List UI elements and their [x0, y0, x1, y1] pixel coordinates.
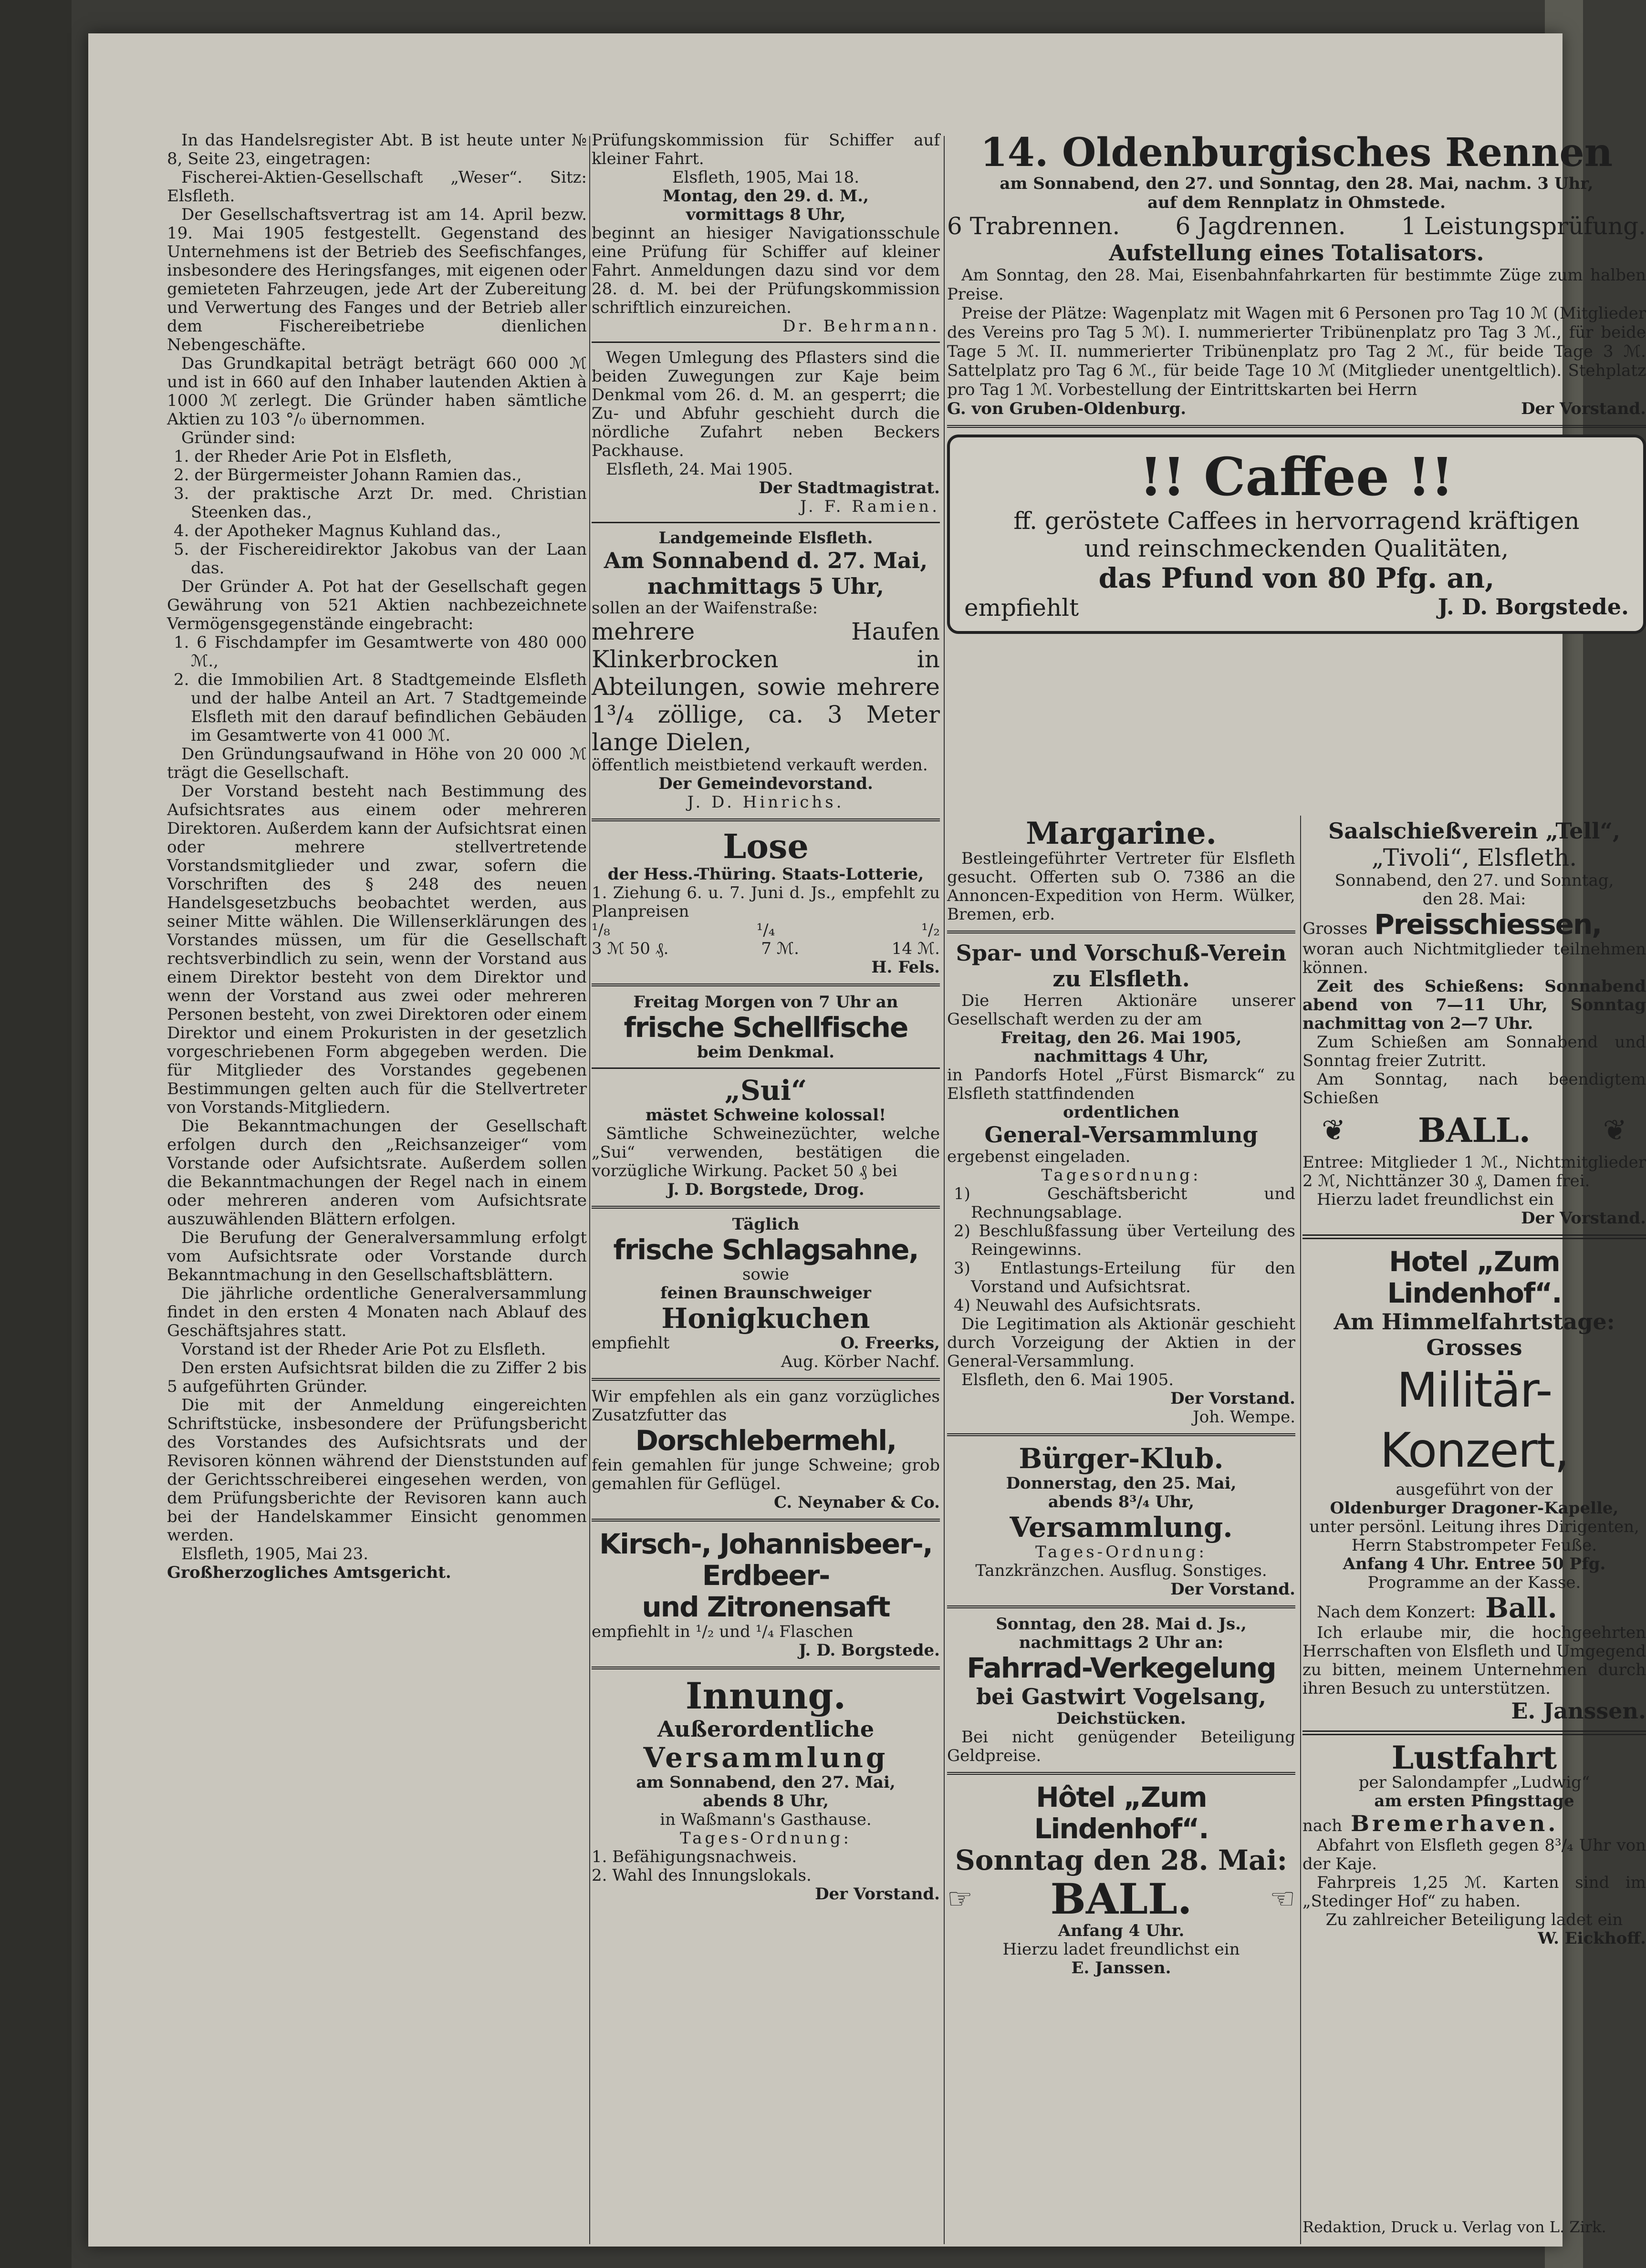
- exam-notice: [592, 131, 940, 336]
- spar-time: nachmittags 4 Uhr,: [1033, 1047, 1209, 1066]
- list-item: 5. der Fischereidirektor Jakobus van der Laan das.: [174, 540, 587, 578]
- exam-signature: Dr. Behrmann.: [782, 317, 940, 336]
- fraction: ¹/₄: [756, 921, 775, 940]
- auction-date: Am Sonnabend d. 27. Mai,: [604, 548, 928, 573]
- list-item: 1) Geschäftsbericht und Rechnungsablage.: [954, 1184, 1295, 1222]
- divider: [592, 984, 940, 986]
- spar-line: Tagesordnung:: [1041, 1166, 1201, 1185]
- cream-sign-row: [592, 1334, 940, 1353]
- paragraph: Das Grundkapital beträgt beträgt 660 000 ℳ und ist in 660 auf den Inhaber lautenden Aktien à 1000 ℳ zerlegt. Die Gründer haben sämtliche Aktien zu 103 °/₀ übernommen.: [167, 354, 587, 429]
- exam-date: Elsfleth, 1905, Mai 18.: [672, 168, 860, 187]
- juice-signature: J. D. Borgstede.: [799, 1641, 940, 1660]
- klub-line: Tages-Ordnung:: [1035, 1543, 1207, 1562]
- divider: [592, 342, 940, 343]
- fahrrad-title: Fahrrad-Verkegelung: [967, 1652, 1276, 1684]
- klub-line: Donnerstag, den 25. Mai,: [1006, 1474, 1237, 1493]
- honey-title: Honigkuchen: [661, 1302, 870, 1335]
- paragraph: Gründer sind:: [181, 428, 296, 447]
- race-signature: Der Vorstand.: [1521, 399, 1646, 418]
- cream-line: Täglich: [732, 1215, 800, 1234]
- spar-title2: General-Versammlung: [984, 1122, 1258, 1148]
- konzert-line: unter persönl. Leitung ihres Dirigenten, Herrn Stabstrompeter Feuße.: [1309, 1517, 1639, 1555]
- divider: [592, 1667, 940, 1669]
- pointing-hand-right-icon: ☜: [1270, 1882, 1295, 1916]
- paving-signature: Der Stadtmagistrat.: [759, 478, 940, 497]
- cream-signature: O. Freerks,: [840, 1334, 940, 1353]
- race-line: auf dem Rennplatz in Ohmstede.: [1147, 193, 1446, 212]
- ball-line: Hierzu ladet freundlichst ein: [1002, 1940, 1240, 1959]
- caffee-sign-row: [964, 594, 1629, 621]
- klub-title: Bürger-Klub.: [1019, 1442, 1224, 1475]
- juice-title: Kirsch-, Johannisbeer-,: [599, 1528, 932, 1560]
- dorsch-title: Dorschlebermehl,: [635, 1424, 896, 1457]
- auction-line: sollen an der Waifenstraße:: [592, 599, 818, 618]
- divider: [592, 1206, 940, 1209]
- lust-line: per Salondampfer „Ludwig“: [1358, 1773, 1590, 1792]
- tell-line: woran auch Nichtmitglieder teilnehmen können.: [1302, 940, 1646, 977]
- tell-line: Sonnabend, den 27. und Sonntag,: [1334, 871, 1614, 890]
- paragraph: Vorstand ist der Rheder Arie Pot zu Elsfleth.: [181, 1340, 546, 1359]
- margarine-body: Bestleingeführter Vertreter für Elsfleth gesucht. Offerten sub O. 7386 an die Annoncen-Expedition von Herm. Wülker, Bremen, erb.: [947, 849, 1295, 924]
- divider: [1302, 1730, 1646, 1735]
- konzert-line: Anfang 4 Uhr. Entree 50 Pfg.: [1343, 1554, 1606, 1574]
- top-right-ads: [947, 131, 1646, 641]
- scan-background-left: [0, 0, 72, 2268]
- paving-notice: [592, 349, 940, 516]
- cream-title: frische Schlagsahne,: [613, 1233, 918, 1266]
- auction-notice: [592, 529, 940, 812]
- list-item: 3. der praktische Arzt Dr. med. Christian Steenken das.,: [174, 484, 587, 522]
- spar-line: ergebenst eingeladen.: [947, 1147, 1131, 1166]
- exam-time: vormittags 8 Uhr,: [686, 205, 846, 224]
- flourish-icon: ❦: [1603, 1113, 1627, 1147]
- race-event: 6 Trabrennen.: [947, 212, 1120, 240]
- juice-line: empfiehlt in ¹/₂ und ¹/₄ Flaschen: [592, 1622, 854, 1641]
- ball-title: BALL.: [1050, 1874, 1192, 1924]
- dorsch-line: fein gemahlen für junge Schweine; grob gemahlen für Geflügel.: [592, 1456, 940, 1493]
- race-event: 1 Leistungsprüfung.: [1401, 212, 1646, 240]
- tell-line: Zeit des Schießens: Sonnabend abend von 7—11 Uhr, Sonntag nachmittag von 2—7 Uhr.: [1302, 977, 1646, 1033]
- paving-body: Wegen Umlegung des Pflasters sind die beiden Zuwegungen zur Kaje beim Denkmal vom 26. d. M. an gesperrt; die Zu- und Abfuhr geschieht durch die nördliche Zufahrt neben Beckers Packhause.: [592, 348, 940, 460]
- caffee-line: ff. geröstete Caffees in hervorragend kräftigen: [1013, 507, 1580, 535]
- exam-body: beginnt an hiesiger Navigationsschule eine Prüfung für Schiffer auf kleiner Fahrt. Anmeldungen dazu sind vor dem 28. d. M. bei der Prüfungskommission schriftlich einzureichen.: [592, 224, 940, 317]
- fish-title: frische Schellfische: [624, 1011, 908, 1044]
- cream-signature-sub: Aug. Körber Nachf.: [781, 1352, 940, 1371]
- caffee-line: empfiehlt: [964, 594, 1079, 621]
- auction-line: öffentlich meistbietend verkauft werden.: [592, 756, 928, 775]
- list-item: 4) Neuwahl des Aufsichtsrats.: [954, 1296, 1201, 1315]
- lottery-prices: [592, 940, 940, 958]
- lust-line: Zu zahlreicher Beteiligung ladet ein: [1325, 1910, 1623, 1929]
- fahrrad-line: Sonntag, den 28. Mai d. Js.,: [996, 1615, 1247, 1634]
- klub-signature: Der Vorstand.: [1170, 1580, 1295, 1599]
- juice-title: und Zitronensaft: [642, 1591, 890, 1623]
- divider: [947, 1772, 1295, 1775]
- lust-signature: W. Eickhoff.: [1538, 1929, 1646, 1948]
- margarine-title: Margarine.: [1026, 816, 1217, 851]
- paving-signature-name: J. F. Ramien.: [800, 497, 940, 516]
- paragraph: Die jährliche ordentliche Generalversammlung findet in den ersten 4 Monaten nach Ablauf des Geschäftsjahres statt.: [167, 1284, 587, 1340]
- sui-sub: mästet Schweine kolossal!: [646, 1106, 886, 1125]
- spar-signature: Der Vorstand.: [1170, 1389, 1295, 1408]
- lust-destination: Bremerhaven.: [1351, 1811, 1559, 1836]
- lottery-fractions: [592, 921, 940, 940]
- column-rule: [589, 136, 590, 2244]
- cream-line: feinen Braunschweiger: [660, 1284, 871, 1303]
- innung-line: am Sonnabend, den 27. Mai,: [636, 1773, 896, 1792]
- lottery-ad: [592, 828, 940, 977]
- lindenhof-ball-ad: [947, 1781, 1295, 1978]
- fahrrad-line: Deichstücken.: [1056, 1709, 1186, 1728]
- tell-preisschiessen: Preisschiessen,: [1374, 908, 1602, 941]
- paragraph: Die mit der Anmeldung eingereichten Schriftstücke, insbesondere der Prüfungsbericht des Vorstandes des Aufsichtsrats und der Revisoren können während der Dienststunden auf der Gerichtsschreiberei eingesehen werden, von dem Prüfungsberichte der Revisoren kann auch bei der Handelskammer Einsicht genommen werden.: [167, 1396, 587, 1545]
- auction-heading: Landgemeinde Elsfleth.: [658, 528, 873, 548]
- auction-signature-name: J. D. Hinrichs.: [687, 793, 844, 812]
- cream-line: sowie: [742, 1265, 789, 1284]
- konzert-signature: E. Janssen.: [1511, 1698, 1646, 1724]
- race-signature: G. von Gruben-Oldenburg.: [947, 399, 1187, 418]
- konzert-line: Am Himmelfahrtstage:: [1333, 1309, 1615, 1335]
- margarine-ad: [947, 818, 1295, 924]
- column-2: [592, 131, 940, 1904]
- fahrrad-line: nachmittags 2 Uhr an:: [1019, 1633, 1224, 1652]
- divider: [1302, 1234, 1646, 1239]
- exam-heading: Prüfungskommission für Schiffer auf kleiner Fahrt.: [592, 131, 940, 168]
- konzert-line: Programme an der Kasse.: [1367, 1573, 1581, 1592]
- konzert-line: Oldenburger Dragoner-Kapelle,: [1330, 1499, 1619, 1518]
- list-item: 1. Befähigungsnachweis.: [592, 1847, 797, 1866]
- divider: [947, 1605, 1295, 1608]
- tell-line: Am Sonntag, nach beendigtem Schießen: [1302, 1070, 1646, 1108]
- konzert-title: Militär-Konzert,: [1380, 1362, 1569, 1478]
- column-4: [1302, 818, 1646, 1948]
- tell-ad: [1302, 818, 1646, 1228]
- race-totalisator: Aufstellung eines Totalisators.: [1109, 240, 1484, 266]
- konzert-line: ausgeführt von der: [1396, 1480, 1553, 1499]
- spar-date: Freitag, den 26. Mai 1905,: [1000, 1028, 1242, 1047]
- lust-line: nach: [1302, 1816, 1343, 1835]
- tell-ball-row: [1302, 1108, 1646, 1153]
- fish-ad: [592, 993, 940, 1062]
- dorsch-line: Wir empfehlen als ein ganz vorzügliches Zusatzfutter das: [592, 1387, 940, 1425]
- paragraph: Den Gründungsaufwand in Höhe von 20 000 ℳ trägt die Gesellschaft.: [167, 745, 587, 782]
- divider: [592, 1067, 940, 1069]
- list-item: 3) Entlastungs-Erteilung für den Vorstand und Aufsichtsrat.: [954, 1259, 1295, 1296]
- lottery-title: Lose: [723, 827, 809, 866]
- tell-line: den 28. Mai:: [1422, 890, 1526, 909]
- tell-line: Hierzu ladet freundlichst ein: [1317, 1190, 1554, 1209]
- tell-title: „Tivoli“, Elsfleth.: [1371, 844, 1577, 871]
- divider: [592, 1519, 940, 1522]
- konzert-hotel-title: Hotel „Zum Lindenhof“.: [1387, 1245, 1562, 1309]
- spar-title: zu Elsfleth.: [1052, 966, 1190, 992]
- innung-title: Innung.: [685, 1675, 846, 1717]
- exam-when: Montag, den 29. d. M.,: [663, 186, 869, 206]
- price: 3 ℳ 50 ₰.: [592, 939, 669, 958]
- cream-line: empfiehlt: [592, 1334, 670, 1353]
- paragraph: Die Bekanntmachungen der Gesellschaft erfolgen durch den „Reichsanzeiger“ vom Vorstande oder Aufsichtsrate. Außerdem sollen die Bekanntmachungen der Regel nach in einem oder mehreren anderen vom Aufsichtsrate auszuwählenden Blättern erfolgen.: [167, 1117, 587, 1229]
- innung-line: abends 8 Uhr,: [702, 1792, 829, 1811]
- pointing-hand-left-icon: ☞: [947, 1882, 973, 1916]
- fraction: ¹/₂: [921, 921, 940, 940]
- paragraph: Der Vorstand besteht nach Bestimmung des Aufsichtsrates aus einem oder mehreren Direktoren. Außerdem kann der Aufsichtsrat einen oder mehrere stellvertretende Vorstandsmitglieder und zwar, sofern die Vorschriften des § 248 des neuen Handelsgesetzbuchs beobachtet werden, aus seiner Mitte wählen. Die Willenserklärungen des Vorstandes müssen, um für die Gesellschaft rechtsverbindlich zu sein, wenn der Vorstand aus einem Direktor besteht von dem Direktor und wenn der Vorstand aus zwei oder mehreren Personen besteht, von zwei Direktoren oder einem Direktor und einem Prokuristen in der gesetzlich vorgeschriebenen Form abgegeben werden. Die für Mitglieder des Vorstandes gegebenen Bestimmungen gelten auch für die Stellvertreter von Vorstands-Mitgliedern.: [167, 782, 587, 1117]
- lust-dest-row: [1302, 1811, 1646, 1836]
- race-sign-row: [947, 399, 1646, 418]
- divider: [947, 425, 1646, 428]
- spar-legitimation: Die Legitimation als Aktionär geschieht durch Vorzeigung der Aktien in der General-Versammlung.: [947, 1315, 1295, 1371]
- spar-body: Die Herren Aktionäre unserer Gesellschaft werden zu der am: [947, 991, 1295, 1029]
- sui-ad: [592, 1075, 940, 1199]
- race-body: Am Sonntag, den 28. Mai, Eisenbahnfahrkarten für bestimmte Züge zum halben Preise.: [947, 266, 1646, 304]
- divider: [592, 818, 940, 821]
- auction-signature: Der Gemeindevorstand.: [658, 774, 873, 793]
- spar-date-line: Elsfleth, den 6. Mai 1905.: [961, 1370, 1174, 1389]
- race-line: am Sonnabend, den 27. und Sonntag, den 28. Mai, nachm. 3 Uhr,: [1000, 174, 1594, 193]
- price: 14 ℳ.: [891, 939, 940, 958]
- divider: [947, 931, 1295, 933]
- lottery-sub: der Hess.-Thüring. Staats-Lotterie,: [607, 865, 924, 884]
- paragraph: Der Gesellschaftsvertrag ist am 14. April bezw. 19. Mai 1905 festgestellt. Gegenstand des Unternehmens ist der Betrieb des Seefischfanges, insbesondere des Heringsfanges, mit eigenen oder gemieteten Fahrzeugen, jede Art der Zubereitung und Verwertung des Fanges und der Betrieb aller dem Fischereibetriebe dienlichen Nebengeschäfte.: [167, 205, 587, 354]
- dorsch-ad: [592, 1388, 940, 1512]
- price: 7 ℳ.: [761, 939, 799, 958]
- list-item: 4. der Apotheker Magnus Kuhland das.,: [174, 521, 501, 540]
- konzert-ball-row: [1302, 1592, 1646, 1624]
- newspaper-page: [88, 33, 1646, 2247]
- auction-time: nachmittags 5 Uhr,: [647, 573, 884, 599]
- konzert-ball: Ball.: [1485, 1592, 1557, 1624]
- lottery-draw: 1. Ziehung 6. u. 7. Juni d. Js., empfehlt zu Planpreisen: [592, 883, 940, 921]
- innung-signature: Der Vorstand.: [815, 1885, 940, 1904]
- ball-date: Sonntag den 28. Mai:: [955, 1844, 1288, 1876]
- caffee-line: und reinschmeckenden Qualitäten,: [1084, 535, 1509, 562]
- cream-ad: [592, 1215, 940, 1371]
- register-intro: In das Handelsregister Abt. B ist heute unter № 8, Seite 23, eingetragen:: [167, 131, 587, 168]
- innung-ad: [592, 1676, 940, 1904]
- konzert-line: Grosses: [1426, 1335, 1522, 1360]
- lust-line: am ersten Pfingsttage: [1374, 1792, 1574, 1811]
- column-rule: [944, 136, 945, 2244]
- list-item: 1. der Rheder Arie Pot in Elsfleth,: [174, 447, 452, 466]
- tell-ball: BALL.: [1417, 1110, 1531, 1150]
- ball-signature: E. Janssen.: [1071, 1958, 1171, 1978]
- list-item: 1. 6 Fischdampfer im Gesamtwerte von 480 000 ℳ.,: [174, 633, 587, 671]
- tell-signature: Der Vorstand.: [1521, 1209, 1646, 1228]
- dorsch-signature: C. Neynaber & Co.: [773, 1493, 940, 1512]
- spar-signature-name: Joh. Wempe.: [1193, 1408, 1295, 1427]
- firm-name: Fischerei-Aktien-Gesellschaft „Weser“. Sitz: Elsfleth.: [167, 168, 587, 206]
- list-item: 2. die Immobilien Art. 8 Stadtgemeinde Elsfleth und der halbe Anteil an Art. 7 Stadtgemeinde Elsfleth mit den darauf befindlichen Gebäuden im Gesamtwerte von 41 000 ℳ.: [174, 670, 587, 745]
- lottery-signature: H. Fels.: [871, 958, 940, 977]
- commercial-register-notice: [167, 131, 587, 1582]
- tell-line: Zum Schießen am Sonnabend und Sonntag freier Zutritt.: [1302, 1033, 1646, 1070]
- konzert-body: Ich erlaube mir, die hochgeehrten Herrschaften von Elsfleth und Umgegend zu bitten, meinem Unternehmen durch ihren Besuch zu unterstützen.: [1302, 1623, 1646, 1698]
- innung-title2: Versammlung: [643, 1741, 888, 1774]
- paragraph: Der Gründer A. Pot hat der Gesellschaft gegen Gewährung von 521 Aktien nachbezeichnete Vermögensgegenstände eingebracht:: [167, 577, 587, 633]
- tell-title-row: [1302, 909, 1646, 940]
- spar-place: in Pandorfs Hotel „Fürst Bismarck“ zu Elsfleth stattfindenden: [947, 1066, 1295, 1103]
- ball-hotel-title: Hôtel „Zum Lindenhof“.: [1034, 1781, 1208, 1845]
- list-item: 2) Beschlußfassung über Verteilung des Reingewinns.: [954, 1222, 1295, 1259]
- fahrrad-body: Bei nicht genügender Beteiligung Geldpreise.: [947, 1728, 1295, 1765]
- race-events: [947, 212, 1646, 240]
- race-ad: [947, 131, 1646, 418]
- lust-title: Lustfahrt: [1391, 1739, 1557, 1776]
- juice-ad: [592, 1528, 940, 1660]
- court-signature: Großherzogliches Amtsgericht.: [167, 1563, 451, 1582]
- fish-line: Freitag Morgen von 7 Uhr an: [633, 993, 898, 1012]
- ball-row: [947, 1876, 1295, 1922]
- divider: [592, 1378, 940, 1381]
- notice-date: Elsfleth, 1905, Mai 23.: [181, 1544, 369, 1564]
- auction-items: mehrere Haufen Klinkerbrocken in Abteilungen, sowie mehrere 1³/₄ zöllige, ca. 3 Meter lange Dielen,: [592, 618, 940, 756]
- tell-title: Saalschießverein „Tell“,: [1328, 818, 1620, 844]
- fraction: ¹/₈: [592, 921, 610, 940]
- klub-line: abends 8³/₄ Uhr,: [1048, 1492, 1195, 1512]
- sui-body: Sämtliche Schweinezüchter, welche „Sui“ verwenden, bestätigen die vorzügliche Wirkung. Packet 50 ₰ bei: [592, 1124, 940, 1181]
- fahrrad-ad: [947, 1615, 1295, 1765]
- lindenhof-konzert-ad: [1302, 1246, 1646, 1724]
- imprint: Redaktion, Druck u. Verlag von L. Zirk.: [1302, 2218, 1606, 2236]
- lustfahrt-ad: [1302, 1739, 1646, 1948]
- juice-title: Erdbeer-: [702, 1559, 830, 1592]
- caffee-price: das Pfund von 80 Pfg. an,: [1098, 562, 1495, 594]
- konzert-line: Nach dem Konzert:: [1317, 1603, 1476, 1622]
- innung-line: Außerordentliche: [657, 1716, 875, 1742]
- spar-title: Spar- und Vorschuß-Verein: [956, 940, 1287, 966]
- caffee-title: !! Caffee !!: [1139, 446, 1454, 507]
- paragraph: Die Berufung der Generalversammlung erfolgt vom Aufsichtsrate oder Vorstande durch Bekanntmachung in den Gesellschaftsblättern.: [167, 1228, 587, 1284]
- klub-line: Tanzkränzchen. Ausflug. Sonstiges.: [975, 1561, 1267, 1580]
- divider: [592, 522, 940, 523]
- paragraph: Den ersten Aufsichtsrat bilden die zu Ziffer 2 bis 5 aufgeführten Gründer.: [167, 1358, 587, 1396]
- fahrrad-line: bei Gastwirt Vogelsang,: [976, 1684, 1267, 1709]
- lust-line: Fahrpreis 1,25 ℳ. Karten sind im „Stedinger Hof“ zu haben.: [1302, 1873, 1646, 1911]
- klub-title2: Versammlung.: [1010, 1511, 1233, 1543]
- caffee-signature: J. D. Borgstede.: [1438, 594, 1629, 620]
- flourish-icon: ❦: [1322, 1113, 1346, 1147]
- spar-line: ordentlichen: [1063, 1103, 1180, 1122]
- caffee-ad: [947, 435, 1646, 634]
- tell-grosses: Grosses: [1302, 919, 1368, 938]
- lust-body: Abfahrt von Elsfleth gegen 8³/₄ Uhr von der Kaje.: [1302, 1836, 1646, 1874]
- race-title: 14. Oldenburgisches Rennen: [980, 130, 1613, 176]
- buerger-klub-ad: [947, 1443, 1295, 1599]
- sui-title: „Sui“: [724, 1074, 807, 1107]
- paving-date: Elsfleth, 24. Mai 1905.: [606, 460, 793, 479]
- innung-line: in Waßmann's Gasthause.: [660, 1810, 872, 1829]
- ball-line: Anfang 4 Uhr.: [1058, 1921, 1185, 1940]
- race-prices: Preise der Plätze: Wagenplatz mit Wagen mit 6 Personen pro Tag 10 ℳ (Mitglieder des Vereins pro Tag 5 ℳ). I. nummerierter Tribünenplatz pro Tag 3 ℳ., für beide Tage 5 ℳ. II. nummerierter Tribünenplatz pro Tag 2 ℳ., für beide Tage 3 ℳ. Sattelplatz pro Tag 6 ℳ., für beide Tage 10 ℳ (Mitglieder unentgeltlich). Stehplatz pro Tag 1 ℳ. Vorbestellung der Eintrittskarten bei Herrn: [947, 304, 1646, 399]
- innung-line: Tages-Ordnung:: [680, 1829, 852, 1848]
- sui-signature: J. D. Borgstede, Drog.: [667, 1180, 865, 1199]
- tell-line: Entree: Mitglieder 1 ℳ., Nichtmitglieder 2 ℳ, Nichttänzer 30 ₰, Damen frei.: [1302, 1153, 1646, 1191]
- fish-line: beim Denkmal.: [697, 1043, 835, 1062]
- column-rule: [1300, 816, 1301, 2244]
- list-item: 2. der Bürgermeister Johann Ramien das.,: [174, 466, 522, 485]
- race-event: 6 Jagdrennen.: [1175, 212, 1346, 240]
- spar-verein-ad: [947, 940, 1295, 1427]
- list-item: 2. Wahl des Innungslokals.: [592, 1866, 812, 1885]
- column-3: [947, 818, 1295, 1978]
- divider: [947, 1433, 1295, 1436]
